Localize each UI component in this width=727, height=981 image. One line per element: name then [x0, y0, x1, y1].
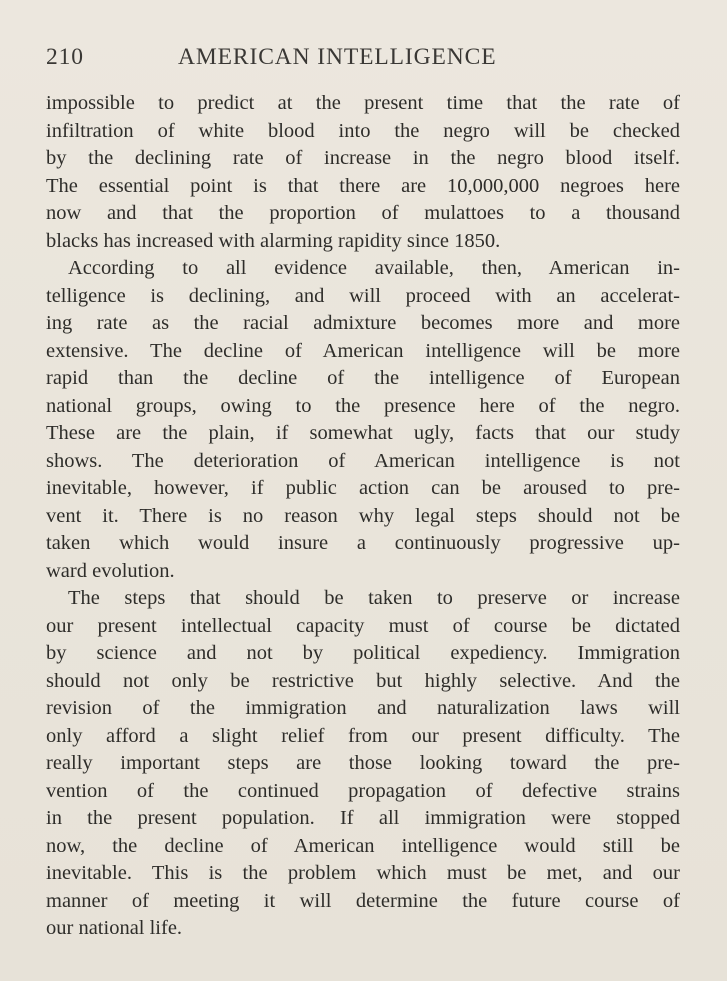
text-line: inevitable, however, if public action can be aroused to pre-	[46, 477, 680, 499]
text-line: telligence is declining, and will proceed with an accelerat-	[46, 284, 680, 307]
text-line: The essential point is that there are 10,000,000 negroes here	[46, 174, 680, 197]
text-line: The steps that should be taken to preserve or increase	[68, 587, 680, 609]
text-line: extensive. The decline of American intelligence will be more	[46, 339, 680, 362]
text-line: blacks has increased with alarming rapidity since 1850.	[46, 229, 501, 252]
text-line: vention of the continued propagation of defective strains	[46, 779, 680, 802]
text-line: should not only be restrictive but highly selective. And the	[46, 669, 680, 692]
text-line: ward evolution.	[46, 559, 175, 582]
text-line: infiltration of white blood into the negro will be checked	[46, 119, 680, 142]
text-line: now and that the proportion of mulattoes to a thousand	[46, 202, 680, 224]
text-line: by science and not by political expediency. Immigration	[46, 642, 680, 664]
text-line: only afford a slight relief from our present difficulty. The	[46, 724, 680, 747]
text-line: our national life.	[46, 917, 183, 939]
running-head	[46, 40, 682, 80]
text-line: manner of meeting it will determine the future course of	[46, 889, 680, 912]
text-line: really important steps are those looking toward the pre-	[46, 752, 680, 774]
page-number: 210	[46, 44, 84, 70]
text-line: by the declining rate of increase in the negro blood itself.	[46, 147, 680, 169]
text-line: our present intellectual capacity must of course be dictated	[46, 614, 680, 637]
text-line: in the present population. If all immigration were stopped	[46, 807, 680, 829]
text-line: taken which would insure a continuously progressive up-	[46, 532, 680, 554]
body-text	[46, 90, 680, 943]
text-line: inevitable. This is the problem which must be met, and our	[46, 862, 680, 884]
text-line: These are the plain, if somewhat ugly, facts that our study	[46, 422, 680, 444]
text-line: vent it. There is no reason why legal steps should not be	[46, 504, 680, 527]
text-line: revision of the immigration and naturalization laws will	[46, 697, 680, 719]
text-line: shows. The deterioration of American intelligence is not	[46, 449, 680, 472]
text-line: According to all evidence available, then, American in-	[68, 257, 680, 279]
text-line: impossible to predict at the present time that the rate of	[46, 92, 680, 114]
text-line: rapid than the decline of the intelligence of European	[46, 367, 680, 389]
text-line: ing rate as the racial admixture becomes more and more	[46, 312, 680, 334]
running-title: AMERICAN INTELLIGENCE	[178, 44, 497, 70]
text-line: now, the decline of American intelligence would still be	[46, 834, 680, 857]
text-line: national groups, owing to the presence here of the negro.	[46, 394, 680, 417]
